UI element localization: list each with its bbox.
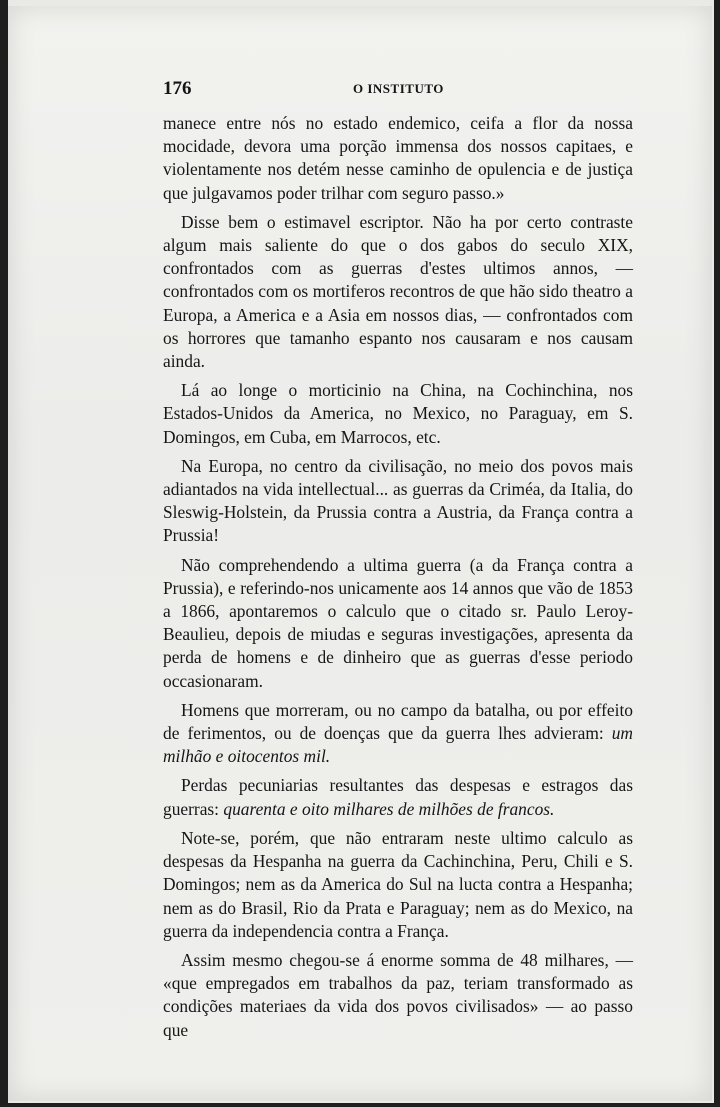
page-number: 176 [163, 78, 192, 99]
paragraph-6 [163, 699, 633, 769]
body-text [163, 112, 633, 1048]
running-head: O INSTITUTO [353, 81, 444, 96]
paragraph-6-text: Homens que morreram, ou no campo da batalha, ou por effeito de ferimentos, ou de doenças que da guerra lhes advieram: [163, 699, 633, 744]
page-header [163, 78, 633, 102]
paragraph-7 [163, 774, 633, 820]
paragraph-7-text: Perdas pecuniarias resultantes das despesas e estragos das guerras: [163, 775, 633, 819]
paragraph-6-italic: um milhão e oitocentos mil. [163, 723, 633, 767]
paragraph-9: Assim mesmo chegou-se á enorme somma de 48 milhares, — «que empregados em trabalhos da paz, teriam transformado as condições materiaes da vida dos povos civilisados» — ao passo que [163, 949, 633, 1040]
paragraph-5: Não comprehendendo a ultima guerra (a da França contra a Prussia), e referindo-nos unicamente aos 14 annos que vão de 1853 a 1866, apontaremos o calculo que o citado sr. Paulo Leroy-Beaulieu, depois de miudas e seguras investigações, apresenta da perda de homens e de dinheiro que as guerras d'esse periodo occasionaram. [163, 554, 633, 691]
paragraph-1: manece entre nós no estado endemico, ceifa a flor da nossa mocidade, devora uma porção immensa dos nossos capitaes, e violentamente nos detém nesse caminho de opulencia e de justiça que julgavamos poder trilhar com seguro passo.» [163, 113, 633, 203]
paragraph-2: Disse bem o estimavel escriptor. Não ha por certo contraste algum mais saliente do que o dos gabos do seculo XIX, confrontados com as guerras d'estes ultimos annos, — confrontados com os mortiferos recontros de que hão sido theatro a Europa, a America e a Asia em nossos dias, — confrontados com os horrores que tamanho espanto nos causaram e nos causam ainda. [163, 211, 633, 372]
paragraph-4: Na Europa, no centro da civilisação, no meio dos povos mais adiantados na vida intellectual... as guerras da Criméa, da Italia, do Sleswig-Holstein, da Prussia contra a Austria, da França contra a Prussia! [163, 455, 633, 546]
scan-edge-left [0, 0, 8, 1107]
paragraph-8: Note-se, porém, que não entraram neste ultimo calculo as despesas da Hespanha na guerra da Cachinchina, Peru, Chili e S. Domingos; nem as da America do Sul na lucta contra a Hespanha; nem as do Brasil, Rio da Prata e Paraguay; nem as do Mexico, na guerra da independencia contra a França. [163, 827, 633, 941]
scan-edge-bottom [0, 1103, 720, 1107]
paragraph-3: Lá ao longe o morticinio na China, na Cochinchina, nos Estados-Unidos da America, no Mexico, no Paraguay, em S. Domingos, em Cuba, em Marrocos, etc. [163, 380, 633, 447]
paragraph-7-italic: quarenta e oito milhares de milhões de francos. [223, 798, 555, 819]
scan-edge-right [714, 0, 720, 1107]
